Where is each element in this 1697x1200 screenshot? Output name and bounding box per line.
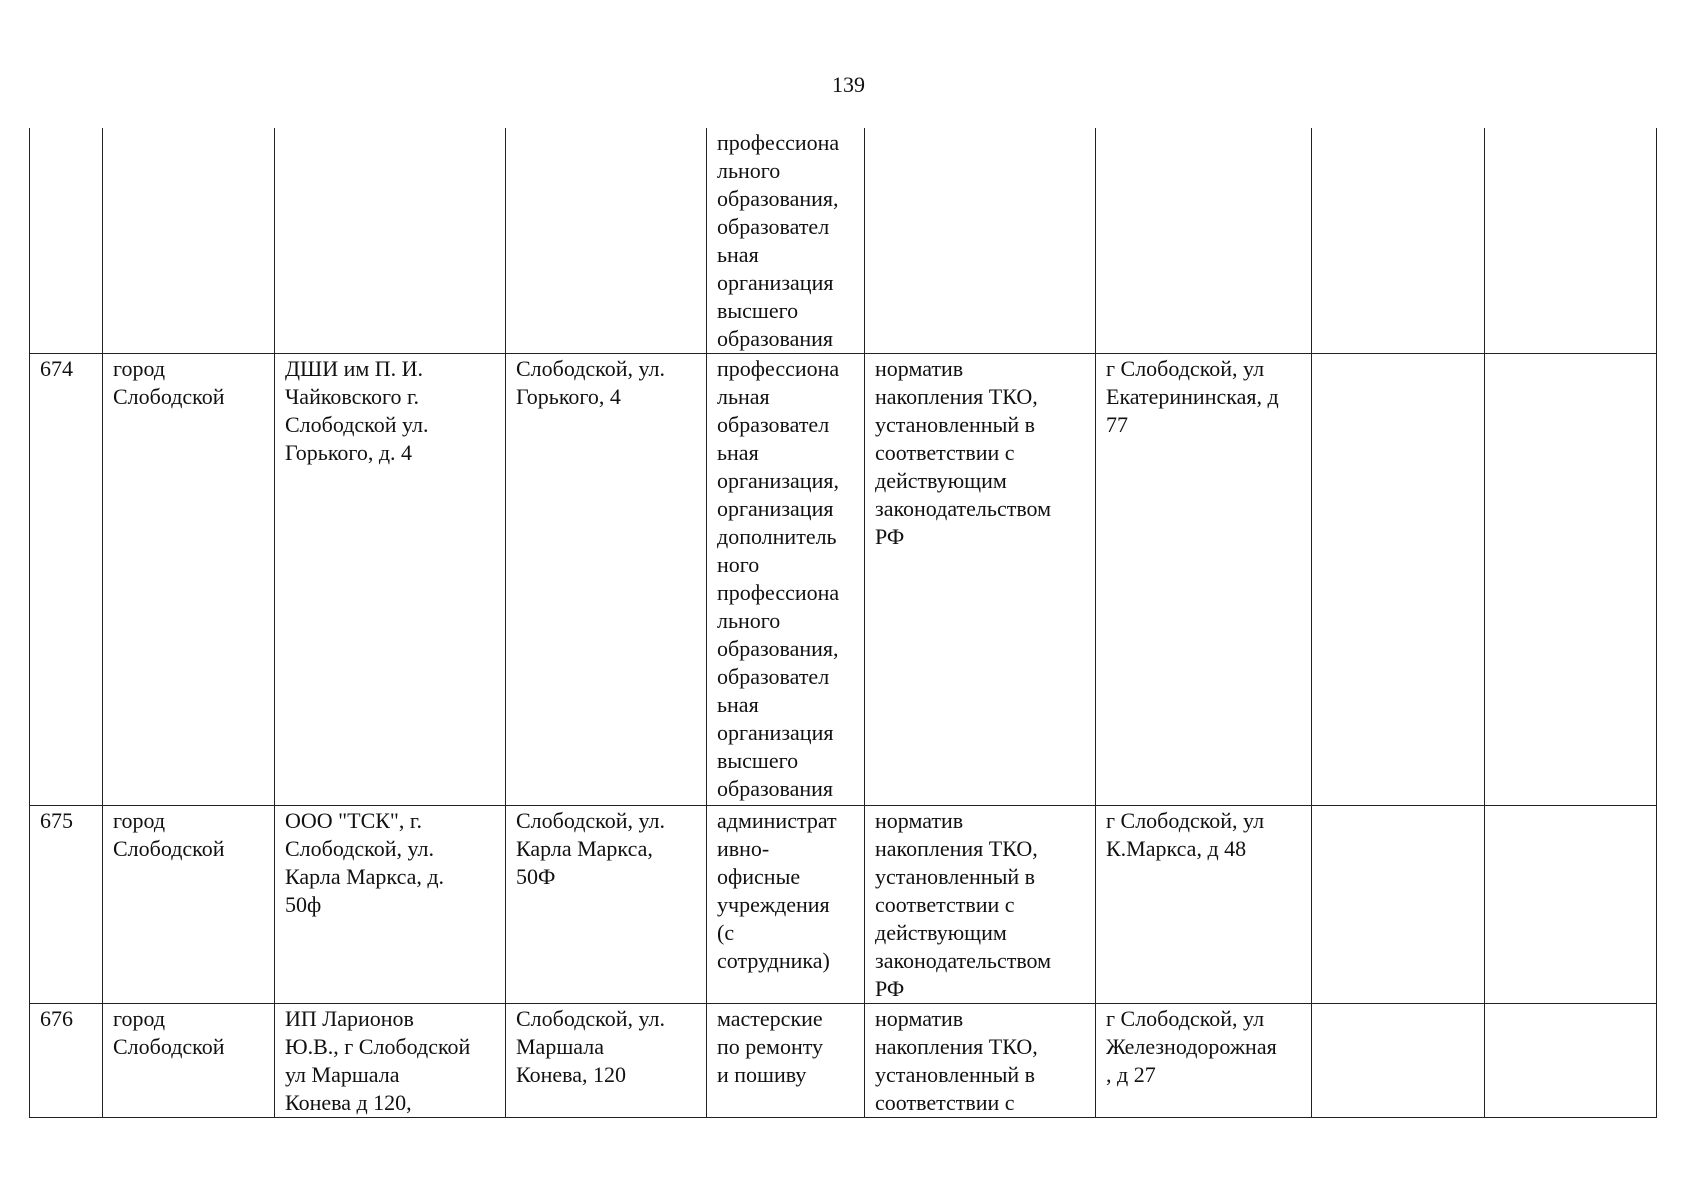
settlement-cell: город Слободской [103,354,275,806]
empty-cell [1312,354,1485,806]
address-cell [506,128,707,354]
accumulation-norm-cell: норматив накопления ТКО, установленный в соответствии с [865,1004,1096,1118]
row-number-cell: 675 [30,806,103,1004]
empty-cell [1312,806,1485,1004]
table-row [30,1004,1657,1118]
row-number-cell [30,128,103,354]
address-cell: Слободской, ул. Карла Маркса, 50Ф [506,806,707,1004]
waste-source-cell: ООО "ТСК", г. Слободской, ул. Карла Маркса, д. 50ф [275,806,506,1004]
waste-source-cell: ДШИ им П. И. Чайковского г. Слободской ул. Горького, д. 4 [275,354,506,806]
category-cell: профессиона льная образовател ьная организация, организация дополнитель ного профессиона льного образования, образовател ьная организация высшего образования [707,354,865,806]
collection-site-cell: г Слободской, ул Железнодорожная , д 27 [1096,1004,1312,1118]
empty-cell [1312,128,1485,354]
empty-cell [1485,806,1657,1004]
page-number: 139 [832,72,865,97]
accumulation-norm-cell: норматив накопления ТКО, установленный в соответствии с действующим законодательством РФ [865,354,1096,806]
category-cell: администрат ивно- офисные учреждения (с сотрудника) [707,806,865,1004]
settlement-cell: город Слободской [103,1004,275,1118]
accumulation-norm-cell: норматив накопления ТКО, установленный в соответствии с действующим законодательством РФ [865,806,1096,1004]
row-number-cell: 676 [30,1004,103,1118]
collection-site-cell [1096,128,1312,354]
address-cell: Слободской, ул. Горького, 4 [506,354,707,806]
empty-cell [1485,1004,1657,1118]
empty-cell [1485,128,1657,354]
waste-source-cell [275,128,506,354]
table-row [30,354,1657,806]
table-row [30,806,1657,1004]
collection-site-cell: г Слободской, ул К.Маркса, д 48 [1096,806,1312,1004]
empty-cell [1312,1004,1485,1118]
empty-cell [1485,354,1657,806]
accumulation-norm-cell [865,128,1096,354]
settlement-cell: город Слободской [103,806,275,1004]
row-number-cell: 674 [30,354,103,806]
table-row [30,128,1657,354]
waste-sources-table [29,128,1657,1118]
collection-site-cell: г Слободской, ул Екатерининская, д 77 [1096,354,1312,806]
category-cell: профессиона льного образования, образовател ьная организация высшего образования [707,128,865,354]
category-cell: мастерские по ремонту и пошиву [707,1004,865,1118]
settlement-cell [103,128,275,354]
address-cell: Слободской, ул. Маршала Конева, 120 [506,1004,707,1118]
waste-source-cell: ИП Ларионов Ю.В., г Слободской ул Маршала Конева д 120, [275,1004,506,1118]
